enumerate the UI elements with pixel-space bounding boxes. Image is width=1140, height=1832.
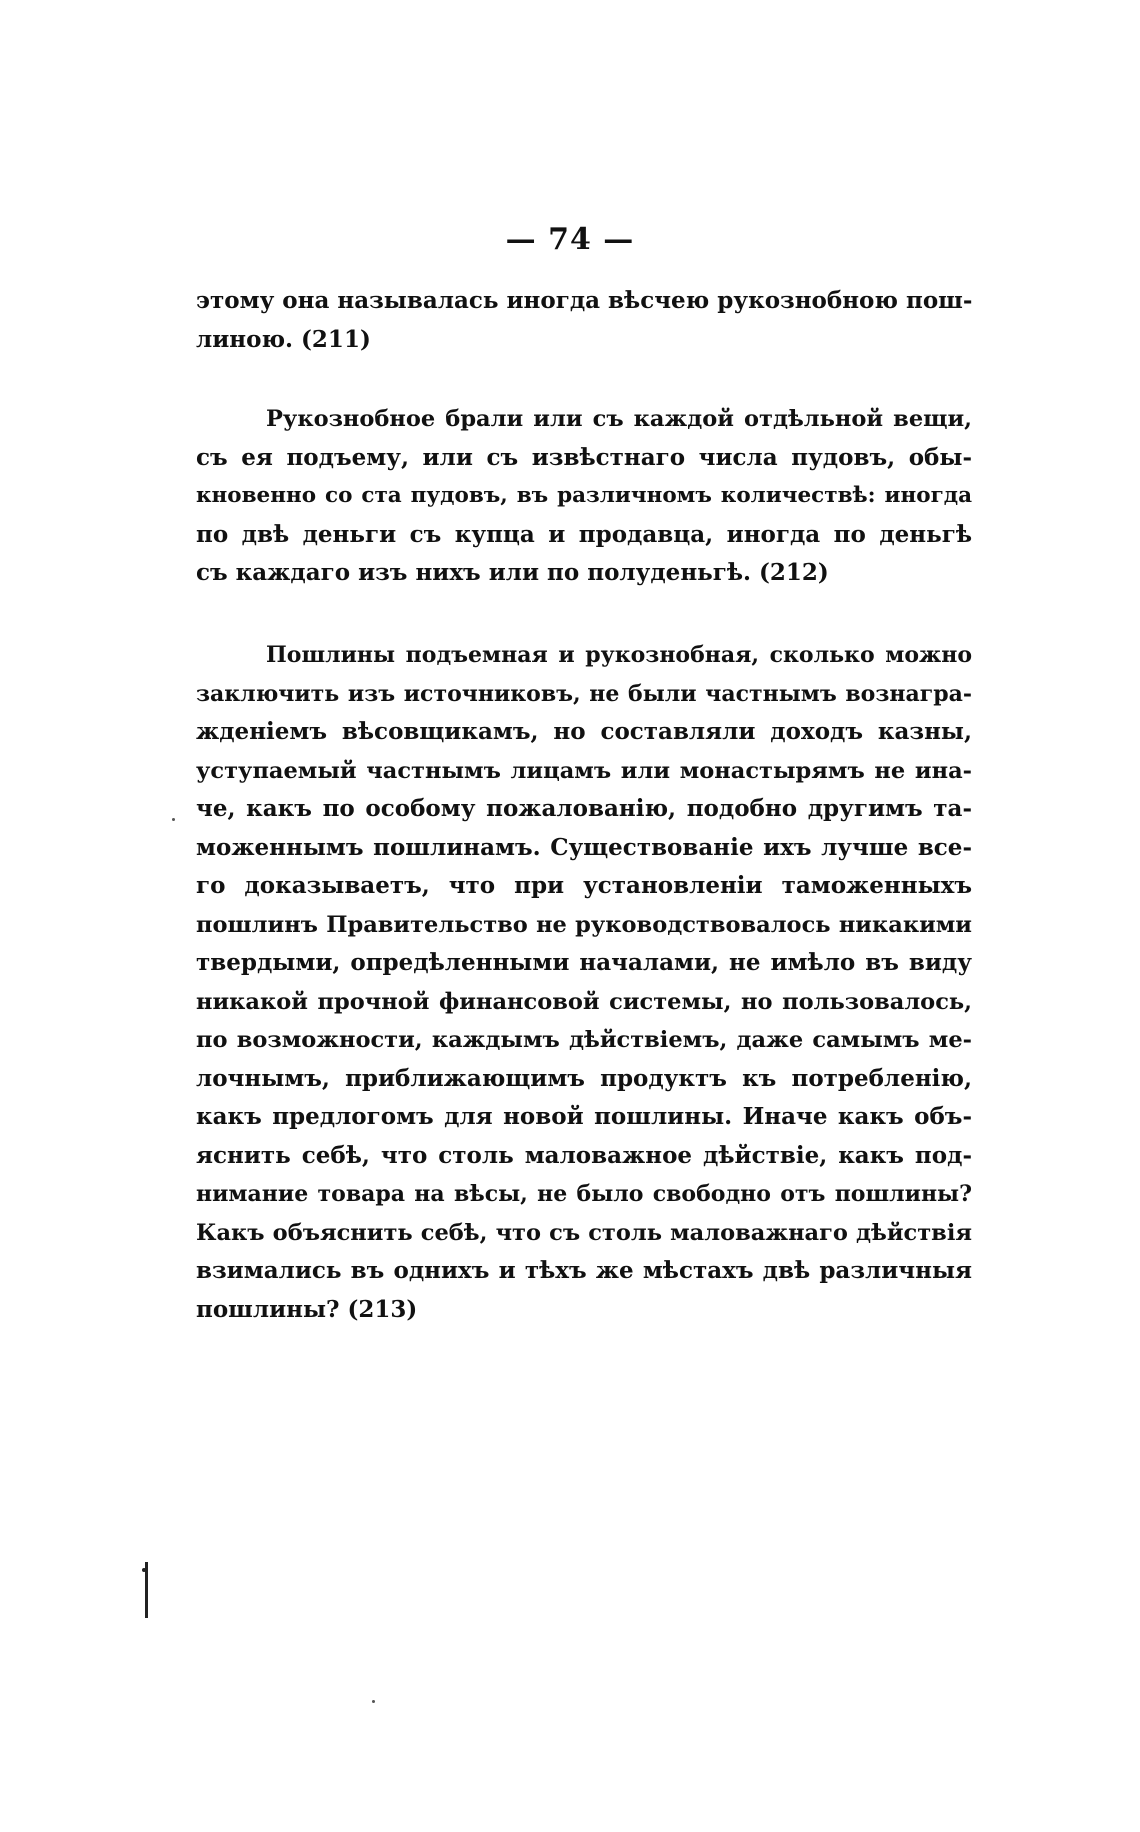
text-line: линою. (211)	[196, 325, 371, 353]
text-line: по двѣ деньги съ купца и продавца, иногда по деньгѣ	[196, 520, 972, 548]
text-line: жденiемъ вѣсовщикамъ, но составляли доходъ казны,	[196, 718, 972, 745]
text-line: никакой прочной финансовой системы, но пользовалось,	[196, 988, 972, 1015]
scan-speck	[172, 818, 175, 821]
text-line: го доказываетъ, что при установленiи таможенныхъ	[196, 872, 972, 899]
text-line: съ каждаго изъ нихъ или по полуденьгѣ. (212)	[196, 559, 829, 586]
text-line: яснить себѣ, что столь маловажное дѣйствiе, какъ под-	[196, 1141, 972, 1169]
paragraph-2	[196, 400, 972, 593]
text-line: взимались въ однихъ и тѣхъ же мѣстахъ двѣ различныя	[196, 1257, 972, 1284]
page-number: — 74 —	[505, 222, 635, 257]
paragraph-3	[196, 636, 972, 1329]
text-line: твердыми, опредѣленными началами, не имѣло въ виду	[196, 949, 972, 976]
text-line: съ ея подъему, или съ извѣстнаго числа пудовъ, обы-	[196, 443, 972, 471]
text-line: пошлинъ Правительство не руководствовалось никакими	[196, 911, 972, 938]
text-line: кновенно со ста пудовъ, въ различномъ количествѣ: иногда	[196, 483, 972, 508]
margin-scan-dot	[142, 1568, 146, 1572]
scan-speck	[372, 1700, 375, 1703]
text-line: Какъ объяснить себѣ, что съ столь маловажнаго дѣйствiя	[196, 1219, 972, 1246]
text-line: уступаемый частнымъ лицамъ или монастырямъ не ина-	[196, 757, 972, 784]
text-line: какъ предлогомъ для новой пошлины. Иначе какъ объ-	[196, 1103, 972, 1130]
paragraph-1	[196, 282, 972, 359]
text-line: моженнымъ пошлинамъ. Существованiе ихъ лучше все-	[196, 833, 972, 861]
text-line: пошлины? (213)	[196, 1295, 418, 1323]
text-line: заключить изъ источниковъ, не были частнымъ вознагра-	[196, 680, 972, 707]
text-line: че, какъ по особому пожалованiю, подобно другимъ та-	[196, 795, 972, 822]
text-line: Рукознобное брали или съ каждой отдѣльной вещи,	[266, 406, 972, 432]
text-line: Пошлины подъемная и рукознобная, сколько можно	[266, 642, 972, 668]
text-line: нимание товара на вѣсы, не было свободно отъ пошлины?	[196, 1181, 972, 1207]
text-line: лочнымъ, приближающимъ продуктъ къ потребленiю,	[196, 1064, 972, 1092]
text-line: по возможности, каждымъ дѣйствiемъ, даже самымъ ме-	[196, 1027, 972, 1053]
text-line: этому она называлась иногда вѣсчею рукознобною пош-	[196, 287, 973, 314]
